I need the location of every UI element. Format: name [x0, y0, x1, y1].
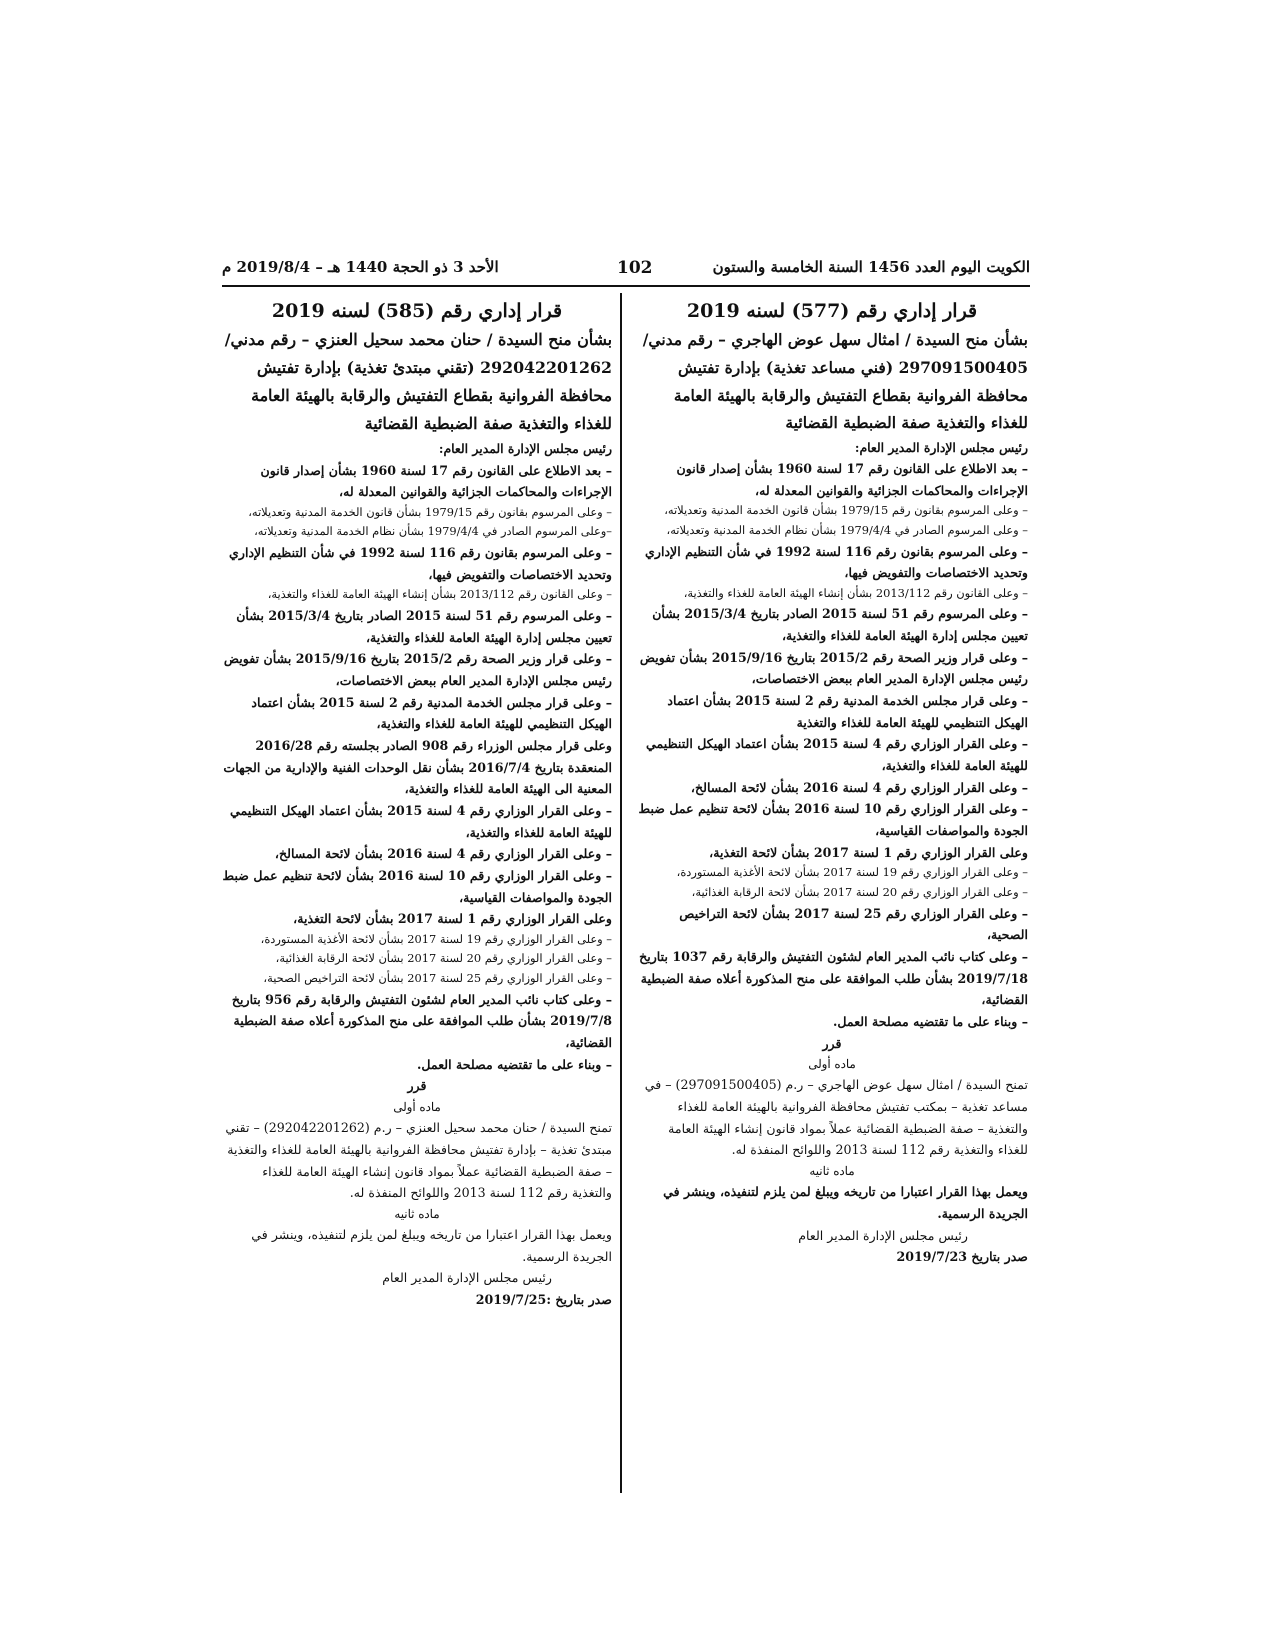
- signature: رئيس مجلس الإدارة المدير العام: [798, 1227, 968, 1243]
- preamble-item: – وبناء على ما تقتضيه مصلحة العمل.: [417, 1056, 612, 1072]
- decision-title: قرار إداري رقم (577) لسنه 2019: [686, 300, 978, 322]
- decision-subject: بشأن منح السيدة / امثال سهل عوض الهاجري – رقم مدني/ 297091500405 (فني مساعد تغذية) بإدارة تفتيش محافظة الفروانية بقطاع التفتيش والرقابة بالهيئة العامة للغذاء والتغذية صفة الضبطية القضائية: [642, 330, 1028, 433]
- page-header: [222, 258, 1030, 282]
- column-divider: [620, 293, 622, 1493]
- preamble-item: – وعلى المرسوم رقم 51 لسنة 2015 الصادر بتاريخ 2015/3/4 بشأن تعيين مجلس إدارة الهيئة العامة للغذاء والتغذية،: [236, 607, 612, 645]
- signature: رئيس مجلس الإدارة المدير العام: [382, 1270, 552, 1286]
- preamble-item: – وعلى المرسوم الصادر في 1979/4/4 بشأن نظام الخدمة المدنية وتعديلاته،: [666, 522, 1028, 537]
- preamble-item: – وعلى القرار الوزاري رقم 4 لسنة 2016 بشأن لائحة المسالخ،: [690, 779, 1028, 795]
- decision-subject: بشأن منح السيدة / حنان محمد سحيل العنزي – رقم مدني/ 292042201262 (تقني مبتدئ تغذية) بإدارة تفتيش محافظة الفروانية بقطاع التفتيش والرقابة بالهيئة العامة للغذاء والتغذية صفة الضبطية القضائية: [224, 330, 612, 434]
- decision-title: قرار إداري رقم (585) لسنه 2019: [271, 300, 563, 322]
- issue-date: صدر بتاريخ :2019/7/25: [475, 1292, 612, 1308]
- preamble-item: – وعلى القرار الوزاري رقم 19 لسنة 2017 بشأن لائحة الأغذية المستوردة،: [260, 931, 612, 946]
- preamble-item: وعلى القرار الوزاري رقم 1 لسنة 2017 بشأن لائحة التغذية،: [293, 911, 612, 927]
- preamble-item: – بعد الاطلاع على القانون رقم 17 لسنة 1960 بشأن إصدار قانون الإجراءات والمحاكمات الجزائية والقوانين المعدلة له،: [676, 461, 1028, 498]
- preamble-item: – وعلى المرسوم بقانون رقم 116 لسنة 1992 في شأن التنظيم الإداري وتحديد الاختصاصات والتفويض فيها،: [229, 545, 612, 582]
- header-rule: [222, 285, 1030, 287]
- preamble-item: – وعلى قرار وزير الصحة رقم 2015/2 بتاريخ 2015/9/16 بشأن تفويض رئيس مجلس الإدارة المدير العام ببعض الاختصاصات،: [639, 649, 1028, 687]
- preamble-item: – بعد الاطلاع على القانون رقم 17 لسنة 1960 بشأن إصدار قانون الإجراءات والمحاكمات الجزائية والقوانين المعدلة له،: [260, 462, 612, 500]
- preamble-item: وعلى القرار الوزاري رقم 1 لسنة 2017 بشأن لائحة التغذية،: [709, 844, 1028, 860]
- preamble-item: – وعلى القرار الوزاري رقم 4 لسنة 2016 بشأن لائحة المسالخ،: [274, 846, 612, 862]
- article-2-title: ماده ثانيه: [809, 1164, 855, 1179]
- header-date: الأحد 3 ذو الحجة 1440 هـ – 2019/8/4 م: [222, 258, 499, 276]
- preamble-item: وعلى قرار مجلس الوزراء رقم 908 الصادر بجلسته رقم 2016/28 المنعقدة بتاريخ 2016/7/4 بشأن نقل الوحدات الفنية والإدارية من الجهات المعنية الى الهيئة العامة للغذاء والتغذية،: [223, 737, 612, 797]
- preamble-item: – وعلى القرار الوزاري رقم 4 لسنة 2015 بشأن اعتماد الهيكل التنظيمي للهيئة العامة للغذاء والتغذية،: [230, 802, 612, 840]
- preamble-item: – وعلى القرار الوزاري رقم 10 لسنة 2016 بشأن لائحة تنظيم عمل ضبط الجودة والمواصفات القياسية،: [638, 801, 1028, 839]
- decided-heading: قرر: [407, 1078, 427, 1094]
- preamble-item: – وعلى قرار مجلس الخدمة المدنية رقم 2 لسنة 2015 بشأن اعتماد الهيكل التنظيمي للهيئة العامة للغذاء والتغذية: [667, 693, 1028, 730]
- preamble-item: – وعلى قرار مجلس الخدمة المدنية رقم 2 لسنة 2015 بشأن اعتماد الهيكل التنظيمي للهيئة العامة للغذاء والتغذية،: [251, 694, 612, 732]
- preamble-item: – وعلى القرار الوزاري رقم 20 لسنة 2017 بشأن لائحة الرقابة الغذائية،: [691, 884, 1028, 899]
- preamble-item: – وبناء على ما تقتضيه مصلحة العمل.: [833, 1013, 1028, 1029]
- preamble-item: – وعلى القرار الوزاري رقم 10 لسنة 2016 بشأن لائحة تنظيم عمل ضبط الجودة والمواصفات القياسية،: [222, 867, 612, 905]
- preamble-item: – وعلى المرسوم رقم 51 لسنة 2015 الصادر بتاريخ 2015/3/4 بشأن تعيين مجلس إدارة الهيئة العامة للغذاء والتغذية،: [652, 606, 1028, 644]
- article-1-title: ماده أولى: [393, 1099, 441, 1114]
- article-2-text: ويعمل بهذا القرار اعتبارا من تاريخه ويبلغ لمن يلزم لتنفيذه، وينشر في الجريدة الرسمية.: [663, 1184, 1028, 1222]
- preamble-list: [222, 460, 612, 1076]
- header-publication: الكويت اليوم العدد 1456 السنة الخامسة والستون: [712, 258, 1030, 276]
- preamble-list: [636, 458, 1028, 1032]
- preamble-item: – وعلى القانون رقم 2013/112 بشأن إنشاء الهيئة العامة للغذاء والتغذية،: [267, 587, 612, 602]
- page-number: 102: [617, 258, 653, 278]
- article-1-text: تمنح السيدة / حنان محمد سحيل العنزي – ر.م (292042201262) – تقني مبتدئ تغذية – بإدارة تفتيش محافظة الفروانية بالهيئة العامة للغذاء والتغذية – صفة الضبطية القضائية عملاً بمواد قانون إنشاء الهيئة العامة للغذاء والتغذية رقم 112 لسنة 2013 واللوائح المنفذة له.: [225, 1120, 612, 1201]
- preamble-item: – وعلى المرسوم بقانون رقم 1979/15 بشأن قانون الخدمة المدنية وتعديلاته،: [664, 503, 1028, 518]
- decision-585: [222, 296, 612, 1311]
- preamble-item: – وعلى كتاب نائب المدير العام لشئون التفتيش والرقابة رقم 956 بتاريخ 2019/7/8 بشأن طلب الموافقة على منح المذكورة أعلاه صفة الضبطية القضائية،: [231, 991, 612, 1050]
- preamble-item: – وعلى كتاب نائب المدير العام لشئون التفتيش والرقابة رقم 1037 بتاريخ 2019/7/18 بشأن طلب الموافقة على منح المذكورة أعلاه صفة الضبطية القضائية،: [639, 948, 1028, 1008]
- preamble-item: – وعلى القرار الوزاري رقم 20 لسنة 2017 بشأن لائحة الرقابة الغذائية،: [275, 951, 612, 966]
- preamble-item: – وعلى المرسوم بقانون رقم 116 لسنة 1992 في شأن التنظيم الإداري وتحديد الاختصاصات والتفويض فيها،: [645, 543, 1028, 581]
- preamble-item: – وعلى المرسوم بقانون رقم 1979/15 بشأن قانون الخدمة المدنية وتعديلاته،: [248, 504, 612, 519]
- article-1-title: ماده أولى: [808, 1057, 856, 1072]
- president-heading: رئيس مجلس الإدارة المدير العام:: [438, 441, 612, 457]
- preamble-item: – وعلى القرار الوزاري رقم 4 لسنة 2015 بشأن اعتماد الهيكل التنظيمي للهيئة العامة للغذاء والتغذية،: [646, 736, 1028, 774]
- preamble-item: –وعلى المرسوم الصادر في 1979/4/4 بشأن نظام الخدمة المدنية وتعديلاته،: [254, 524, 612, 539]
- article-2-title: ماده ثانيه: [394, 1206, 440, 1221]
- issue-date: صدر بتاريخ 2019/7/23: [896, 1249, 1028, 1265]
- article-2-text: ويعمل بهذا القرار اعتبارا من تاريخه ويبلغ لمن يلزم لتنفيذه، وينشر في الجريدة الرسمية.: [251, 1227, 612, 1264]
- preamble-item: – وعلى القرار الوزاري رقم 19 لسنة 2017 بشأن لائحة الأغذية المستوردة،: [676, 865, 1028, 880]
- preamble-item: – وعلى قرار وزير الصحة رقم 2015/2 بتاريخ 2015/9/16 بشأن تفويض رئيس مجلس الإدارة المدير العام ببعض الاختصاصات،: [223, 651, 612, 688]
- article-1-text: تمنح السيدة / امثال سهل عوض الهاجري – ر.م (297091500405) – في مساعد تغذية – بمكتب تفتيش محافظة الفروانية بالهيئة العامة للغذاء والتغذية – صفة الضبطية القضائية عملاً بمواد قانون إنشاء الهيئة العامة للغذاء والتغذية رقم 112 لسنة 2013 واللوائح المنفذة له.: [644, 1077, 1028, 1158]
- president-heading: رئيس مجلس الإدارة المدير العام:: [854, 439, 1028, 455]
- preamble-item: – وعلى القانون رقم 2013/112 بشأن إنشاء الهيئة العامة للغذاء والتغذية،: [683, 585, 1028, 600]
- preamble-item: – وعلى القرار الوزاري رقم 25 لسنة 2017 بشأن لائحة التراخيص الصحية،: [263, 971, 612, 986]
- preamble-item: – وعلى القرار الوزاري رقم 25 لسنة 2017 بشأن لائحة التراخيص الصحية،: [679, 905, 1028, 943]
- decision-577: [636, 296, 1028, 1268]
- decided-heading: قرر: [822, 1035, 842, 1051]
